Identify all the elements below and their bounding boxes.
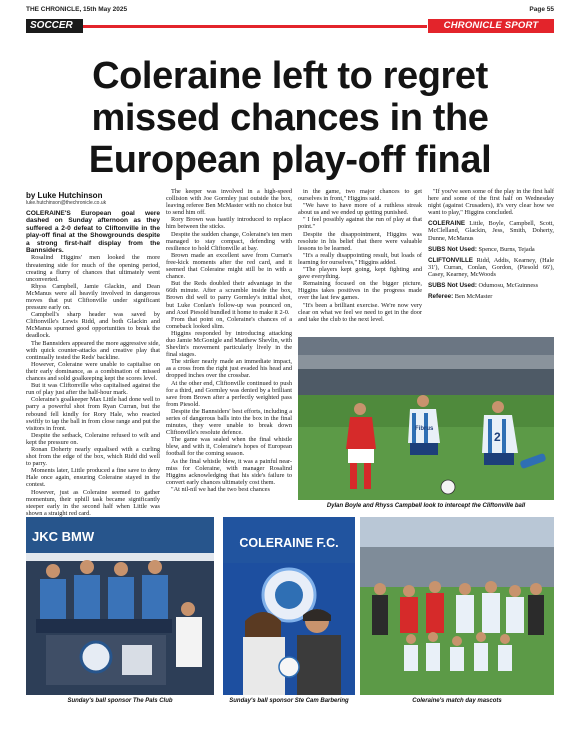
article-paragraph: Coleraine's goalkeeper Max Little had done well to parry a powerful shot from Ryan Curran, but the rebound fell kindly for Rory Hale, who reacted swiftly to tap the ball in from close range and put the visitors in front. bbox=[26, 396, 160, 432]
photo2-banner-text: COLERAINE F.C. bbox=[239, 536, 339, 550]
match-action-photo bbox=[298, 337, 554, 500]
lineup-cliftonville bbox=[428, 257, 554, 278]
article-paragraph: Ronan Doherty nearly equalised with a curling shot from the edge of the box, which Ridd did well to parry. bbox=[26, 445, 160, 468]
article-paragraph: However, Coleraine were unable to capitalise on their early dominance, as a combination of missed chances and solid goalkeeping kept the scores level. bbox=[26, 360, 160, 383]
page-header bbox=[26, 6, 554, 16]
lineup-label: SUBS Not Used: bbox=[428, 245, 477, 253]
article-paragraph: The keeper was involved in a high-speed collision with Joe Gormley just outside the box, leaving referee Ben McMaster with no choice but to send him off. bbox=[166, 188, 292, 217]
lineup-label: CLIFTONVILLE bbox=[428, 256, 474, 264]
article-paragraph: Despite the disappointment, Higgins was resolute in his belief that there were valuable lessons to be learned. bbox=[298, 230, 422, 252]
article-paragraph: Brown made an excellent save from Curran's free-kick moments after the red card, and it seemed that Coleraine might still be in with a chance. bbox=[166, 251, 292, 281]
article-paragraph: The game was sealed when the final whistle blew, and with it, Coleraine's hopes of European football for the coming season. bbox=[166, 436, 292, 458]
article-paragraph: Moments later, Little produced a fine save to deny Hale once again, ensuring Coleraine stayed in the contest. bbox=[26, 467, 160, 489]
photo2-caption: Sunday's ball sponsor Ste Cam Barbering bbox=[229, 698, 349, 704]
article-column-2 bbox=[166, 188, 292, 512]
sponsor-photo-pals-club bbox=[26, 517, 214, 695]
lineup-coleraine-subs bbox=[428, 246, 554, 253]
article-paragraph: At the other end, Cliftonville continued to push for a third, and Gormley was denied by a brilliant save from Brown after a perfectly weighted pass from Piesold. bbox=[166, 379, 292, 408]
article-paragraph: But the Reds doubled their advantage in the 66th minute. After a scramble inside the box, Brown did well to parry Gormley's initial shot, but Luke Conlan's follow-up was pounced on, and Axel Piesold bundled it home to make it 2-0. bbox=[166, 280, 292, 316]
article-paragraph: Rory Brown was hastily introduced to replace him between the sticks. bbox=[166, 216, 292, 231]
lineup-coleraine bbox=[428, 220, 554, 241]
article-paragraph: The striker nearly made an immediate impact, as a cross from the right just evaded his head and dropped inches over the crossbar. bbox=[166, 358, 292, 380]
article-paragraph: Despite the sudden change, Coleraine's ten men managed to stay compact, defending with resilience to hold Cliftonville at bay. bbox=[166, 230, 292, 252]
article-paragraph: Rosalind Higgins' men looked the more threatening side for much of the opening period, creating a flurry of chances that ultimately went unconverted. bbox=[26, 254, 160, 283]
article-paragraph: in the game, two major chances to get ourselves in front," Higgins said. bbox=[298, 188, 422, 203]
article-paragraph: "If you've seen some of the play in the first half here and some of the first half on Wednesday night (against Crusaders), it's very clear how we want to play," Higgins concluded. bbox=[428, 188, 554, 217]
sponsor-photo-2-illustration bbox=[223, 517, 355, 695]
article-paragraph: COLERAINE'S European goal were dashed on Sunday afternoon as they suffered a 2-0 defeat to Cliftonville in the play-off final at the Showgrounds despite a strong first-half display from the Bannsiders. bbox=[26, 210, 160, 255]
byline bbox=[26, 191, 160, 206]
brand-banner bbox=[428, 19, 554, 33]
byline-author: by Luke Hutchinson bbox=[26, 191, 103, 200]
article-column-4 bbox=[428, 188, 554, 334]
sponsor-photo-1-illustration bbox=[26, 517, 214, 695]
section-rule bbox=[83, 25, 427, 28]
article-paragraph: As the final whistle blew, it was a painful near-miss for Coleraine, with manager Rosalind Higgins acknowledging that his side's failure to convert early chances ultimately cost them. bbox=[166, 457, 292, 486]
page-number: Page 55 bbox=[529, 6, 554, 13]
photo1-banner-text: JKC BMW bbox=[32, 529, 95, 544]
article-paragraph: From that point on, Coleraine's chances of a comeback looked slim. bbox=[166, 315, 292, 330]
paper-date: THE CHRONICLE, 15th May 2025 bbox=[26, 6, 128, 13]
lineup-cliftonville-subs bbox=[428, 282, 554, 289]
section-label: SOCCER bbox=[26, 19, 83, 33]
lineup-players: Ridd, Addis, Kearney, (Hale 31'), Curran, Conlan, Gordon, (Piesold 66'), Casey, Kearney, McWoods bbox=[428, 256, 554, 278]
mascots-photo bbox=[360, 517, 554, 695]
article-paragraph: "We have to have more of a ruthless streak about us and we ended up getting punished. bbox=[298, 202, 422, 217]
lineup-players: Little, Boyle, Campbell, Scott, McClelland, Glackin, Jess, Smith, Doherty, Dunne, McManus bbox=[428, 220, 554, 242]
article-column-1 bbox=[26, 210, 160, 517]
lineup-label: Referee: bbox=[428, 293, 454, 301]
main-photo-shirt-sponsor: Fibrus bbox=[415, 426, 434, 432]
article-paragraph: Rhyss Campbell, Jamie Glackin, and Dean McManus were all heavily involved in dangerous moves that put Cliftonville under significant pressure early on. bbox=[26, 282, 160, 312]
main-photo-caption: Dylan Boyle and Rhyss Campbell look to intercept the Cliftonville ball bbox=[326, 503, 526, 509]
lineup-label: SUBS Not Used: bbox=[428, 282, 477, 290]
main-photo-shirt-number: 2 bbox=[494, 430, 501, 444]
article-paragraph: "It's been a brilliant exercise. We're now very clear on what we feel we need to get in the door and take the club to the next level. bbox=[298, 301, 422, 323]
article-paragraph: Despite the Bannsiders' best efforts, including a series of dangerous balls into the box in the final minutes, they were unable to break down Cliftonville's resolute defence. bbox=[166, 407, 292, 437]
lineup-referee bbox=[428, 293, 554, 300]
article-paragraph: Higgins responded by introducing attacking duo Jamie McGonigle and Matthew Shevlin, with Shevlin's movement particularly lively in the final stages. bbox=[166, 329, 292, 359]
lineup-label: COLERAINE bbox=[428, 220, 466, 228]
article-paragraph: Remaining focused on the bigger picture, Higgins takes positives in the progress made over the last few games. bbox=[298, 280, 422, 302]
lineup-players: Odumosu, McGuinness bbox=[476, 282, 539, 290]
mascots-photo-illustration bbox=[360, 517, 554, 695]
article-paragraph: "The players kept going, kept fighting and gave everything. bbox=[298, 266, 422, 281]
sponsor-photo-barbering bbox=[223, 517, 355, 695]
byline-email: luke.hutchinson@thechronicle.co.uk bbox=[26, 200, 107, 206]
lineup-players: Spence, Burns, Tejada bbox=[476, 245, 535, 253]
article-column-3 bbox=[298, 188, 422, 334]
article-paragraph: However, just as Coleraine seemed to gather momentum, their uphill task became significantly steeper early in the second half when Little was shown a straight red card. bbox=[26, 488, 160, 517]
article-paragraph: The Bannsiders appeared the more aggressive side, with quick counter-attacks and creative play that continually tested the Reds' backline. bbox=[26, 339, 160, 361]
lineup-players: Ben McMaster bbox=[453, 293, 493, 301]
article-paragraph: "At nil-nil we had the two best chances bbox=[171, 485, 270, 493]
brand-left: CHRONICLE bbox=[443, 20, 502, 31]
article-paragraph: But it was Cliftonville who capitalised against the run of play just after the half-hour mark. bbox=[26, 382, 160, 397]
article-paragraph: Despite the setback, Coleraine refused to wilt and kept the pressure on. bbox=[26, 431, 160, 446]
match-action-illustration bbox=[298, 337, 554, 500]
article-headline: Coleraine left to regret missed chances in the European play-off final bbox=[88, 55, 492, 181]
photo3-caption: Coleraine's match day mascots bbox=[412, 698, 502, 704]
article-paragraph: "It's a really disappointing result, but loads of learning for ourselves," Higgins added. bbox=[298, 251, 422, 266]
brand-right: SPORT bbox=[504, 20, 539, 31]
photo1-caption: Sunday's ball sponsor The Pals Club bbox=[67, 698, 173, 704]
article-paragraph: Campbell's sharp header was saved by Cliftonville's Lewis Ridd, and both Glackin and McManus spurned good opportunities to break the deadlock. bbox=[26, 311, 160, 340]
article-paragraph: " I feel possibly against the run of play at that point." bbox=[298, 216, 422, 231]
